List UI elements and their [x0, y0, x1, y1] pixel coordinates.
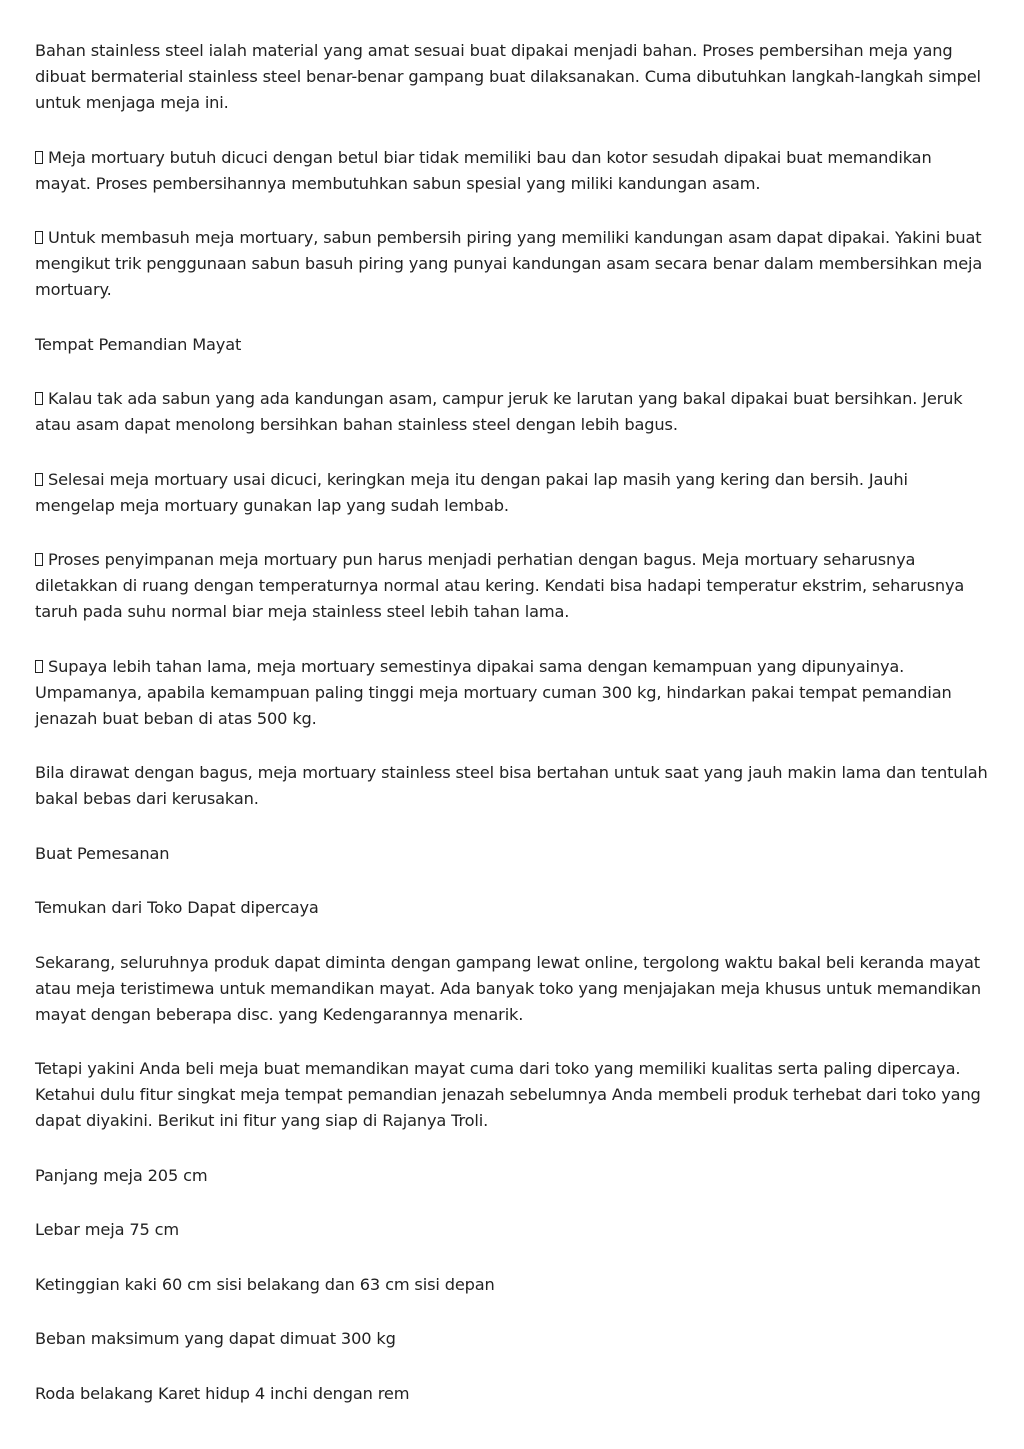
document-body	[35, 38, 991, 1435]
missing-glyph-bullet-icon	[35, 473, 43, 486]
spec-item: Panjang meja 205 cm	[35, 1165, 208, 1185]
section-heading: Temukan dari Toko Dapat dipercaya	[35, 898, 319, 917]
paragraph: Bila dirawat dengan bagus, meja mortuary stainless steel bisa bertahan untuk saat yang jauh makin lama dan tentulah bakal bebas dari kerusakan.	[35, 763, 988, 808]
missing-glyph-bullet-icon	[35, 553, 43, 566]
missing-glyph-bullet-icon	[35, 392, 43, 405]
missing-glyph-bullet-icon	[35, 231, 43, 244]
bullet-paragraph: Kalau tak ada sabun yang ada kandungan asam, campur jeruk ke larutan yang bakal dipakai buat bersihkan. Jeruk atau asam dapat menolong bersihkan bahan stainless steel dengan lebih bagus.	[35, 389, 963, 434]
bullet-paragraph: Meja mortuary butuh dicuci dengan betul biar tidak memiliki bau dan kotor sesudah dipakai buat memandikan mayat. Proses pembersihannya membutuhkan sabun spesial yang miliki kandungan asam.	[35, 147, 932, 193]
section-heading: Tempat Pemandian Mayat	[35, 334, 242, 354]
bullet-paragraph: Proses penyimpanan meja mortuary pun harus menjadi perhatian dengan bagus. Meja mortuary seharusnya diletakkan di ruang dengan temperaturnya normal atau kering. Kendati bisa hadapi temperatur ekstrim, seharusnya taruh pada suhu normal biar meja stainless steel lebih tahan lama.	[35, 550, 965, 621]
paragraph-intro: Bahan stainless steel ialah material yang amat sesuai buat dipakai menjadi bahan. Proses pembersihan meja yang dibuat bermaterial stainless steel benar-benar gampang buat dilaksanakan. Cuma dibutuhkan langkah-langkah simpel untuk menjaga meja ini.	[35, 41, 981, 112]
section-heading: Buat Pemesanan	[35, 843, 170, 863]
spec-item: Beban maksimum yang dapat dimuat 300 kg	[35, 1329, 396, 1348]
spec-item: Ketinggian kaki 60 cm sisi belakang dan 63 cm sisi depan	[35, 1274, 495, 1294]
missing-glyph-bullet-icon	[35, 660, 43, 673]
bullet-paragraph: Untuk membasuh meja mortuary, sabun pembersih piring yang memiliki kandungan asam dapat dipakai. Yakini buat mengikut trik penggunaan sabun basuh piring yang punyai kandungan asam secara benar dalam membersihkan meja mortuary.	[35, 228, 983, 299]
bullet-paragraph: Supaya lebih tahan lama, meja mortuary semestinya dipakai sama dengan kemampuan yang dipunyainya. Umpamanya, apabila kemampuan paling tinggi meja mortuary cuman 300 kg, hindarkan pakai tempat pemandian jenazah buat beban di atas 500 kg.	[35, 656, 952, 728]
spec-item: Roda belakang Karet hidup 4 inchi dengan rem	[35, 1383, 410, 1403]
paragraph: Sekarang, seluruhnya produk dapat diminta dengan gampang lewat online, tergolong waktu bakal beli keranda mayat atau meja teristimewa untuk memandikan mayat. Ada banyak toko yang menjajakan meja khusus untuk memandikan mayat dengan beberapa disc. yang Kedengarannya menarik.	[35, 952, 982, 1024]
bullet-paragraph: Selesai meja mortuary usai dicuci, keringkan meja itu dengan pakai lap masih yang kering dan bersih. Jauhi mengelap meja mortuary gunakan lap yang sudah lembab.	[35, 469, 908, 515]
missing-glyph-bullet-icon	[35, 151, 43, 164]
spec-item: Lebar meja 75 cm	[35, 1220, 179, 1239]
paragraph: Tetapi yakini Anda beli meja buat memandikan mayat cuma dari toko yang memiliki kualitas serta paling dipercaya. Ketahui dulu fitur singkat meja tempat pemandian jenazah sebelumnya Anda membeli produk terhebat dari toko yang dapat diyakini. Berikut ini fitur yang siap di Rajanya Troli.	[35, 1059, 981, 1130]
